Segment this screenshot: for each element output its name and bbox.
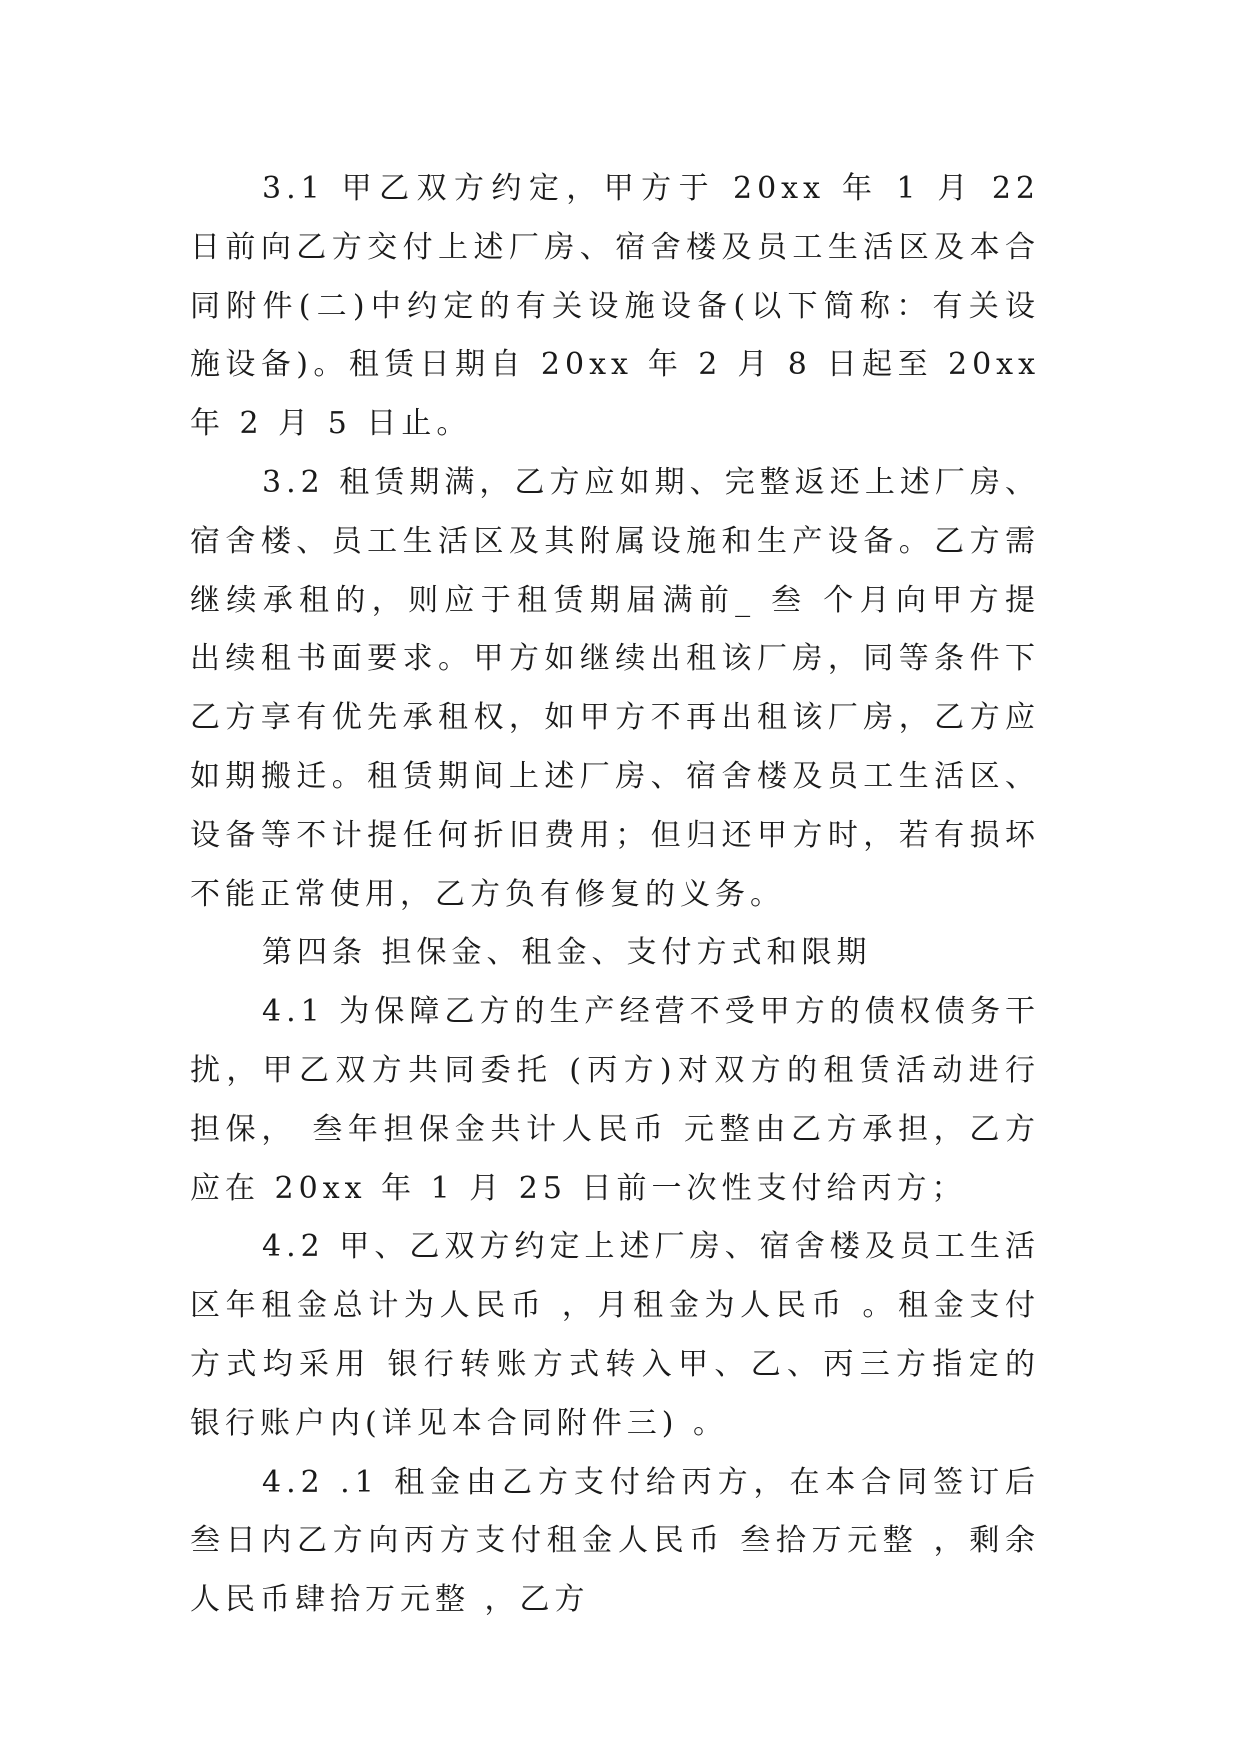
clause-3-1-paragraph: 3.1 甲乙双方约定，甲方于 20xx 年 1 月 22 日前向乙方交付上述厂房、宿舍楼及员工生活区及本合同附件(二)中约定的有关设施设备(以下简称：有关设施设备)。租赁日期自 20xx 年 2 月 8 日起至 20xx 年 2 月 5 日止。 (190, 171, 1040, 442)
clause-4-2-1-paragraph: 4.2 .1 租金由乙方支付给丙方，在本合同签订后 叁日内乙方向丙方支付租金人民币 叁拾万元整 ，剩余人民币肆拾万元整 ，乙方 (190, 1464, 1040, 1618)
clause-4-1-paragraph: 4.1 为保障乙方的生产经营不受甲方的债权债务干扰，甲乙双方共同委托 (丙方)对双方的租赁活动进行担保， 叁年担保金共计人民币 元整由乙方承担，乙方应在 20xx 年 1 月 25 日前一次性支付给丙方； (190, 994, 1040, 1206)
clause-3-2-paragraph: 3.2 租赁期满，乙方应如期、完整返还上述厂房、宿舍楼、员工生活区及其附属设施和生产设备。乙方需继续承租的，则应于租赁期届满前_ 叁 个月向甲方提出续租书面要求。甲方如继续出租该厂房，同等条件下乙方享有优先承租权，如甲方不再出租该厂房，乙方应如期搬迁。租赁期间上述厂房、宿舍楼及员工生活区、设备等不计提任何折旧费用；但归还甲方时，若有损坏不能正常使用，乙方负有修复的义务。 (190, 464, 1040, 912)
clause-4-2-paragraph: 4.2 甲、乙双方约定上述厂房、宿舍楼及员工生活区年租金总计为人民币 ，月租金为人民币 。租金支付方式均采用 银行转账方式转入甲、乙、丙三方指定的银行账户内(详见本合同附件三) 。 (190, 1229, 1040, 1441)
article-4-heading: 第四条 担保金、租金、支付方式和限期 (262, 935, 872, 971)
document-body (190, 160, 1040, 1630)
